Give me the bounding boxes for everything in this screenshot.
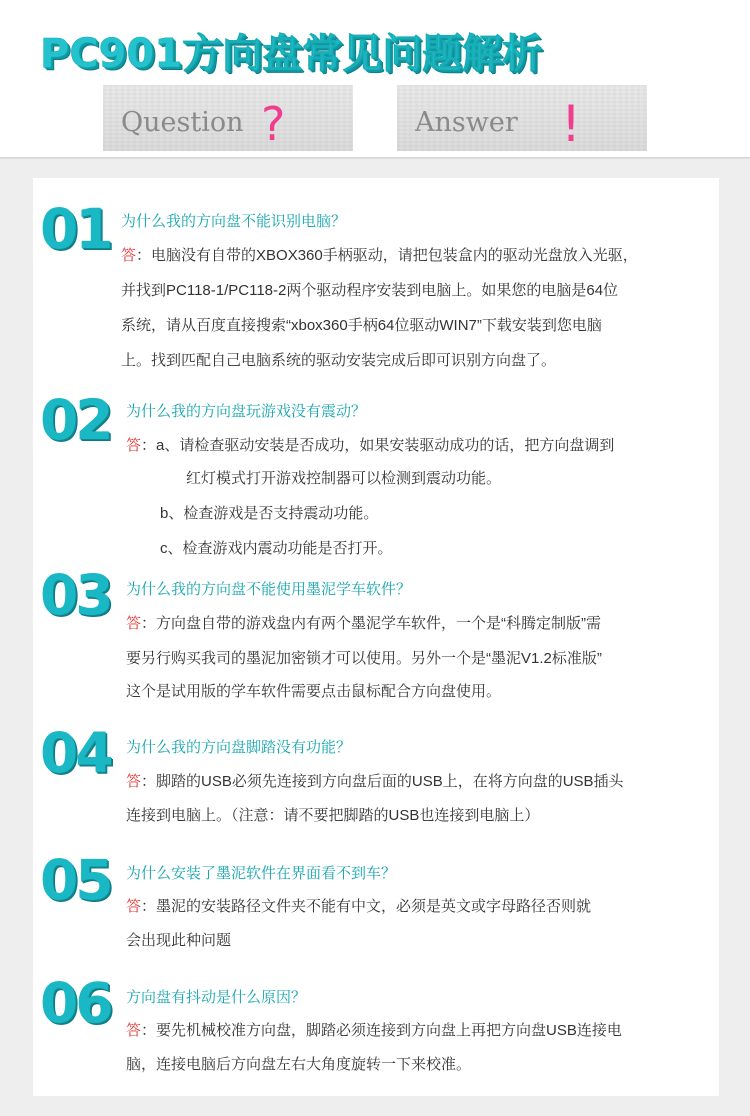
answer-label: 答 — [126, 773, 142, 790]
answer-sep: ： — [141, 437, 157, 454]
answer-sep: ： — [141, 898, 157, 915]
faq-question: 方向盘有抖动是什么原因？ — [126, 989, 307, 1006]
answer-text: 要先机械校准方向盘，脚踏必须连接到方向盘上再把方向盘USB连接电 — [156, 1022, 622, 1039]
answer-text: 电脑没有自带的XBOX360手柄驱动，请把包装盒内的驱动光盘放入光驱， — [151, 247, 638, 264]
faq-number: 05 — [40, 848, 111, 912]
faq-number: 04 — [40, 721, 111, 785]
faq-answer-line: b、检查游戏是否支持震动功能。 — [160, 505, 379, 522]
answer-sep: ： — [136, 247, 152, 264]
faq-question: 为什么安装了墨泥软件在界面看不到车？ — [126, 865, 397, 882]
answer-text: 脚踏的USB必须先连接到方向盘后面的USB上，在将方向盘的USB插头 — [156, 773, 624, 790]
answer-text: 墨泥的安装路径文件夹不能有中文，必须是英文或字母路径否则就 — [156, 898, 592, 915]
faq-number: 01 — [40, 197, 111, 261]
faq-question: 为什么我的方向盘玩游戏没有震动？ — [126, 403, 367, 420]
answer-text: a、请检查驱动安装是否成功，如果安装驱动成功的话，把方向盘调到 — [156, 437, 615, 454]
faq-number: 06 — [40, 971, 111, 1035]
faq-answer-line — [126, 434, 614, 455]
answer-sep: ： — [141, 773, 157, 790]
faq-answer-line: 会出现此种问题 — [126, 932, 232, 949]
faq-answer-line — [126, 895, 591, 916]
faq-answer-line: 系统，请从百度直接搜索“xbox360手柄64位驱动WIN7”下载安装到您电脑 — [121, 317, 602, 334]
answer-text: 方向盘自带的游戏盘内有两个墨泥学车软件，一个是“科腾定制版”需 — [156, 615, 602, 632]
faq-answer-line — [126, 612, 601, 633]
answer-label: 答 — [126, 1022, 142, 1039]
answer-label: 答 — [126, 437, 142, 454]
faq-answer-line: 红灯模式打开游戏控制器可以检测到震动功能。 — [186, 470, 502, 487]
answer-label: 答 — [121, 247, 137, 264]
faq-question: 为什么我的方向盘脚踏没有功能？ — [126, 739, 352, 756]
question-word: Question — [121, 107, 244, 138]
faq-answer-line — [126, 770, 624, 791]
answer-sep: ： — [141, 615, 157, 632]
faq-answer-line: 要另行购买我司的墨泥加密锁才可以使用。另外一个是“墨泥V1.2标准版” — [126, 650, 602, 667]
faq-answer-line: c、检查游戏内震动功能是否打开。 — [160, 540, 393, 557]
answer-label: 答 — [126, 615, 142, 632]
answer-label: 答 — [126, 898, 142, 915]
exclamation-mark-icon: ! — [561, 95, 582, 153]
faq-answer-line: 连接到电脑上。（注意：请不要把脚踏的USB也连接到电脑上） — [126, 807, 540, 824]
question-banner — [103, 85, 353, 151]
answer-sep: ： — [141, 1022, 157, 1039]
question-mark-icon: ? — [261, 97, 286, 151]
faq-number: 02 — [40, 388, 111, 452]
page-title: PC901方向盘常见问题解析 — [40, 31, 543, 77]
faq-answer-line: 这个是试用版的学车软件需要点击鼠标配合方向盘使用。 — [126, 683, 502, 700]
header — [0, 0, 750, 160]
answer-word: Answer — [415, 107, 518, 138]
faq-answer-line: 上。找到匹配自己电脑系统的驱动安装完成后即可识别方向盘了。 — [121, 352, 557, 369]
faq-answer-line — [126, 1019, 622, 1040]
faq-answer-line: 脑，连接电脑后方向盘左右大角度旋转一下来校准。 — [126, 1056, 472, 1073]
faq-number: 03 — [40, 563, 111, 627]
faq-answer-line — [121, 244, 638, 265]
faq-question: 为什么我的方向盘不能使用墨泥学车软件？ — [126, 581, 412, 598]
faq-answer-line: 并找到PC118-1/PC118-2两个驱动程序安装到电脑上。如果您的电脑是64位 — [121, 282, 619, 299]
answer-banner — [397, 85, 647, 151]
faq-question: 为什么我的方向盘不能识别电脑？ — [121, 213, 347, 230]
